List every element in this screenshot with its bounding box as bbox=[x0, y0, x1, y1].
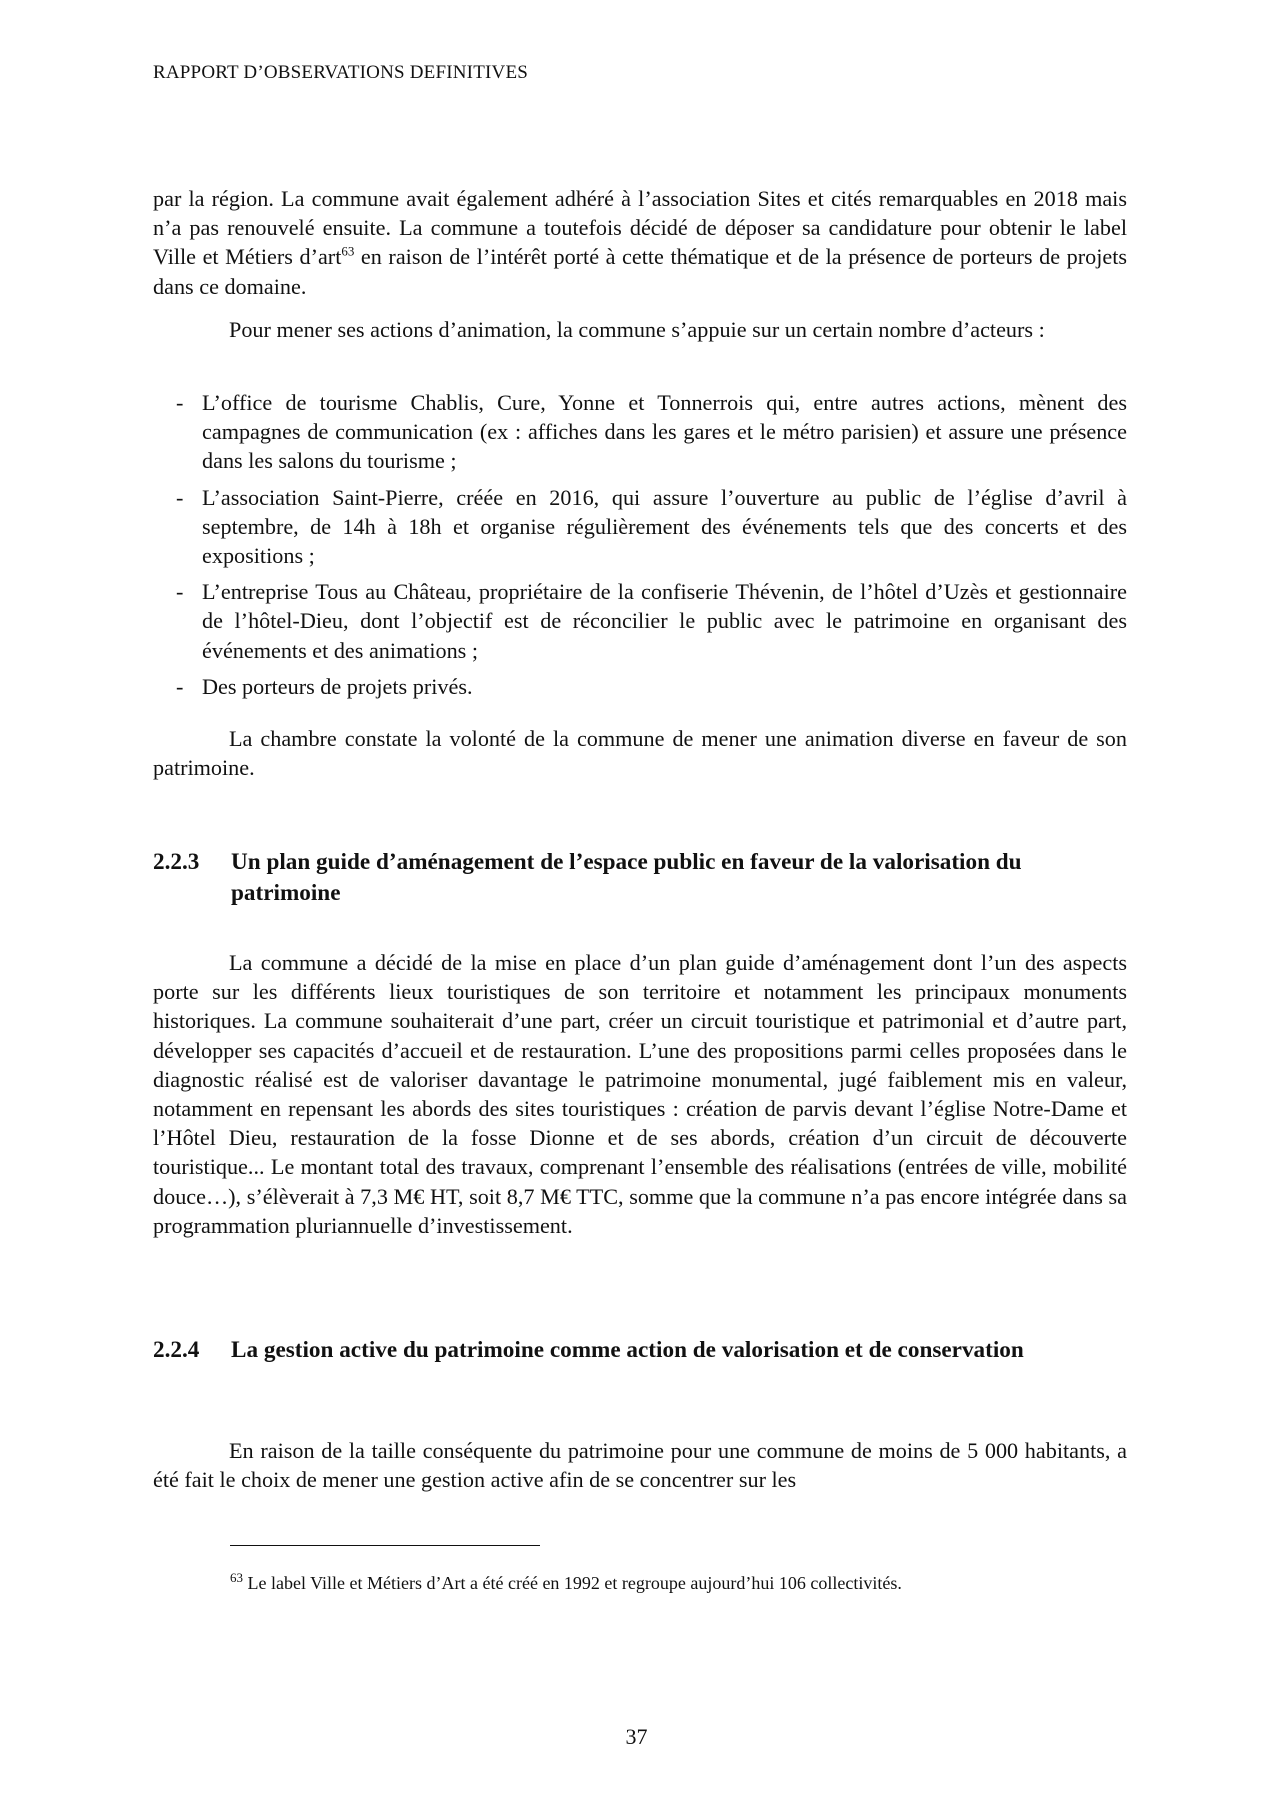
section-2-2-3-paragraph bbox=[153, 948, 1127, 1240]
list-item-text: L’association Saint-Pierre, créée en 2016, qui assure l’ouverture au public de l’église d’avril à septembre, de 14h à 18h et organise régulièrement des événements tels que des concerts et des expositions ; bbox=[202, 484, 1127, 569]
bullet-dash: - bbox=[176, 673, 184, 699]
bullet-dash: - bbox=[176, 390, 184, 415]
intro-text-continued: en raison de l’intérêt porté à cette thématique et de la présence de porteurs de projets dans ce domaine. bbox=[153, 244, 1128, 299]
footnote-number: 63 bbox=[230, 1570, 243, 1585]
actors-intro-paragraph bbox=[153, 315, 1127, 344]
list-item bbox=[153, 388, 1127, 476]
section-text: La commune a décidé de la mise en place d’un plan guide d’aménagement dont l’un des aspects porte sur les différents lieux touristiques de son territoire et notamment les principaux monuments historiques. La commune souhaiterait d’une part, créer un circuit touristique et patrimonial et d’autre part, développer ses capacités d’accueil et de restauration. L’une des propositions parmi celles proposées dans le diagnostic réalisé est de valoriser davantage le patrimoine monumental, jugé faiblement mis en valeur, notamment en repensant les abords des sites touristiques : création de parvis devant l’église Notre-Dame et l’Hôtel Dieu, restauration de la fosse Dionne et de ses abords, création d’un circuit de découverte touristique... Le montant total des travaux, comprenant l’ensemble des réalisations (entrées de ville, mobilité douce…), s’élèverait à 7,3 M€ HT, soit 8,7 M€ TTC, somme que la commune n’a pas encore intégrée dans sa programmation pluriannuelle d’investissement. bbox=[153, 950, 1127, 1238]
conclusion-paragraph bbox=[153, 724, 1127, 782]
section-title: La gestion active du patrimoine comme action de valorisation et de conservation bbox=[231, 1337, 1024, 1363]
section-title: Un plan guide d’aménagement de l’espace public en faveur de la valorisation du patrimoine bbox=[231, 849, 1022, 906]
footnote-separator bbox=[230, 1545, 540, 1546]
list-item-text: Des porteurs de projets privés. bbox=[202, 673, 473, 699]
section-number: 2.2.4 bbox=[153, 1337, 200, 1363]
section-number: 2.2.3 bbox=[153, 849, 200, 875]
section-2-2-4-paragraph bbox=[153, 1436, 1127, 1494]
list-item bbox=[153, 672, 1127, 701]
bullet-dash: - bbox=[176, 579, 184, 605]
conclusion-text: La chambre constate la volonté de la commune de mener une animation diverse en faveur de son patrimoine. bbox=[153, 726, 1127, 781]
section-text: En raison de la taille conséquente du patrimoine pour une commune de moins de 5 000 habitants, a été fait le choix de mener une gestion active afin de se concentrer sur les bbox=[153, 1438, 1127, 1493]
footnote-text: Le label Ville et Métiers d’Art a été créé en 1992 et regroupe aujourd’hui 106 collectivités. bbox=[243, 1573, 902, 1593]
footnote-reference[interactable]: 63 bbox=[341, 244, 355, 260]
page-number: 37 bbox=[625, 1724, 648, 1749]
list-item bbox=[153, 577, 1127, 665]
intro-paragraph bbox=[153, 184, 1127, 301]
actors-list bbox=[153, 388, 1127, 708]
section-heading-2-2-4 bbox=[153, 1335, 1127, 1366]
page-header: RAPPORT D’OBSERVATIONS DEFINITIVES bbox=[153, 62, 529, 83]
intro-text: par la région. La commune avait également adhéré à l’association Sites et cités remarquables en 2018 mais n’a pas renouvelé ensuite. La commune a toutefois décidé de déposer sa candidature pour obtenir le label Ville et Métiers d’art bbox=[153, 186, 1127, 270]
bullet-dash: - bbox=[176, 484, 184, 510]
footnote bbox=[230, 1571, 1130, 1595]
list-item bbox=[153, 483, 1127, 571]
section-heading-2-2-3 bbox=[153, 847, 1127, 909]
list-item-text: L’entreprise Tous au Château, propriétaire de la confiserie Thévenin, de l’hôtel d’Uzès et gestionnaire de l’hôtel-Dieu, dont l’objectif est de réconcilier le public avec le patrimoine en organisant des événements et des animations ; bbox=[202, 579, 1127, 663]
list-item-text: L’office de tourisme Chablis, Cure, Yonne et Tonnerrois qui, entre autres actions, mènent des campagnes de communication (ex : affiches dans les gares et le métro parisien) et assure une présence dans les salons du tourisme ; bbox=[202, 390, 1127, 474]
actors-intro: Pour mener ses actions d’animation, la commune s’appuie sur un certain nombre d’acteurs : bbox=[229, 317, 1045, 342]
